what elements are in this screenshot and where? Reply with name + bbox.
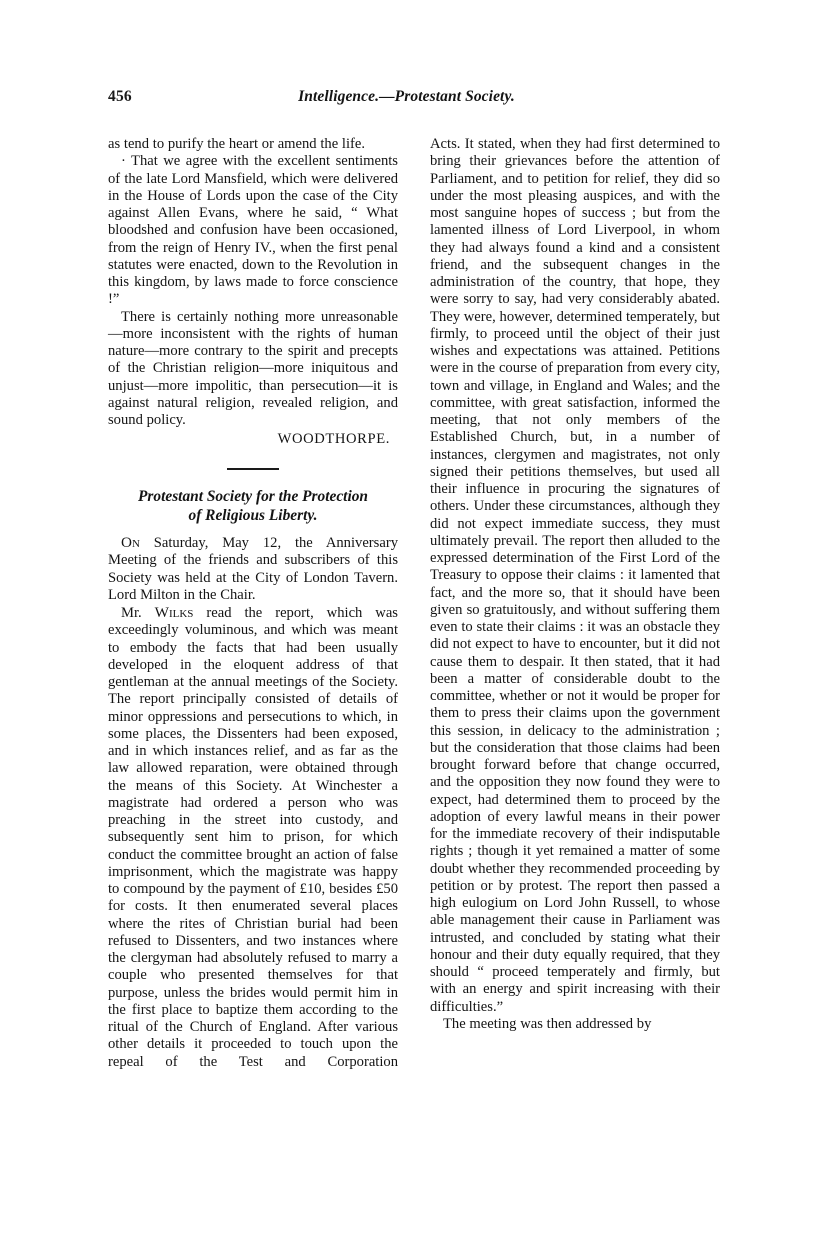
paragraph-anniversary-meeting-text: Saturday, May 12, the Anniversary Meeting of the friends and subscribers of this Society was held at the City of London Tavern. Lord Milton in the Chair. — [108, 535, 398, 603]
section-title — [108, 487, 398, 525]
smallcaps-wilks: Wilks — [154, 604, 194, 621]
running-head — [0, 88, 825, 110]
paragraph-wilks-prefix: Mr. — [121, 605, 155, 621]
paragraph-unreasonable: There is certainly nothing more unreasonable—more inconsistent with the rights of human nature—more contrary to the spirit and precepts of the Christian religion—more iniquitous and unjust—more impolitic, than persecution—it is against natural religion, revealed religion, and sound policy. — [108, 308, 398, 428]
paragraph-anniversary-meeting — [108, 534, 398, 604]
section-divider-rule — [227, 468, 279, 471]
two-column-body — [108, 136, 720, 1156]
left-column — [108, 136, 398, 1071]
paragraph-wilks-report — [108, 604, 398, 1071]
paragraph-wilks-report-text: read the report, which was exceedingly voluminous, and which was meant to embody the facts that had been usually developed in the eloquent address of that gentleman at the annual meetings of the Society. The report principally consisted of details of minor oppressions and persecutions to which, in some places, the Dissenters had been exposed, and in which instances relief, and as far as the law allowed reparation, were obtained through the means of this Society. At Winchester a magistrate had ordered a person who was preaching in the street into custody, and subsequently sent him to prison, for which conduct the committee brought an action of false imprisonment, which the magistrate was happy to compound by the payment of £10, besides £50 for costs. It then enumerated several places where the rites of Christian burial had been refused to Dissenters, and two instances where the clergyman had absolutely refused to marry a couple who presented themselves for that purpose, unless the brides would permit him in the first place to baptize them according to the ritual of the Church of England. After various other details it proceeded to touch upon the repeal of the Test and Corporation — [108, 605, 398, 1070]
smallcaps-on: On — [121, 534, 140, 551]
paragraph-mansfield: · That we agree with the excellent sentiments of the late Lord Mansfield, which were delivered in the House of Lords upon the case of the City against Allen Evans, where he said, “ What bloodshed and confusion have been occasioned, from the reign of Henry IV., when the first penal statutes were enacted, down to the Revolution in this kingdom, by laws made to force conscience !” — [108, 153, 398, 308]
paragraph-acts-report: Acts. It stated, when they had first determined to bring their grievances before the attention of Parliament, and to petition for relief, they did so under the most pleasing auspices, and with the most sanguine hopes of success ; but from the lamented illness of Lord Liverpool, in whom they had always found a kind and a consistent friend, and the subsequent changes in the administration of the country, that hope, they were sorry to say, had very considerably abated. They were, however, determined temperately, but firmly, to proceed until the object of their just wishes and expectations was attained. Petitions were in the course of preparation from every city, town and village, in England and Wales; and the committee, with great satisfaction, informed the meeting, that not only members of the Established Church, but, in a number of instances, clergymen and magistrates, not only signed their petitions themselves, but used all their influence in procuring the signatures of others. Under these circumstances, although they did not expect immediate success, they must ultimately prevail. The report then alluded to the expressed determination of the First Lord of the Treasury to oppose their claims : it lamented that fact, and the more so, that it should have been given so gratuitously, and without suffering them even to state their claims : it was an obstacle they did not expect to have to encounter, but it did not cause them to despair. It then stated, that it had been a matter of considerable doubt to the committee, whether or not it would be proper for them to press their claims upon the government this session, in delicacy to the administration ; but the consideration that those claims had been brought forward before that change occurred, and the opposition they now found they were to expect, had determined them to proceed by the adoption of every lawful means in their power for the immediate recovery of their indisputable rights ; though it yet remained a matter of some doubt whether they recommended proceeding by petition or by protest. The report then passed a high eulogium on Lord John Russell, to whose able management their cause in Parliament was intrusted, and concluded by stating what their honour and their duty equally required, that they should “ proceed temperately and firmly, but with an energy and spirit increasing with their difficulties.” — [430, 136, 720, 1015]
signature-woodthorpe: WOODTHORPE. — [277, 431, 390, 448]
section-title-line-2: of Religious Liberty. — [188, 507, 318, 524]
paragraph-continuation: as tend to purify the heart or amend the life. — [108, 136, 366, 152]
running-head-title: Intelligence.—Protestant Society. — [298, 88, 515, 105]
section-title-line-1: Protestant Society for the Protection — [138, 488, 368, 505]
paragraph-meeting-addressed: The meeting was then addressed by — [443, 1015, 652, 1032]
page-number: 456 — [108, 88, 132, 105]
right-column — [430, 136, 720, 1033]
